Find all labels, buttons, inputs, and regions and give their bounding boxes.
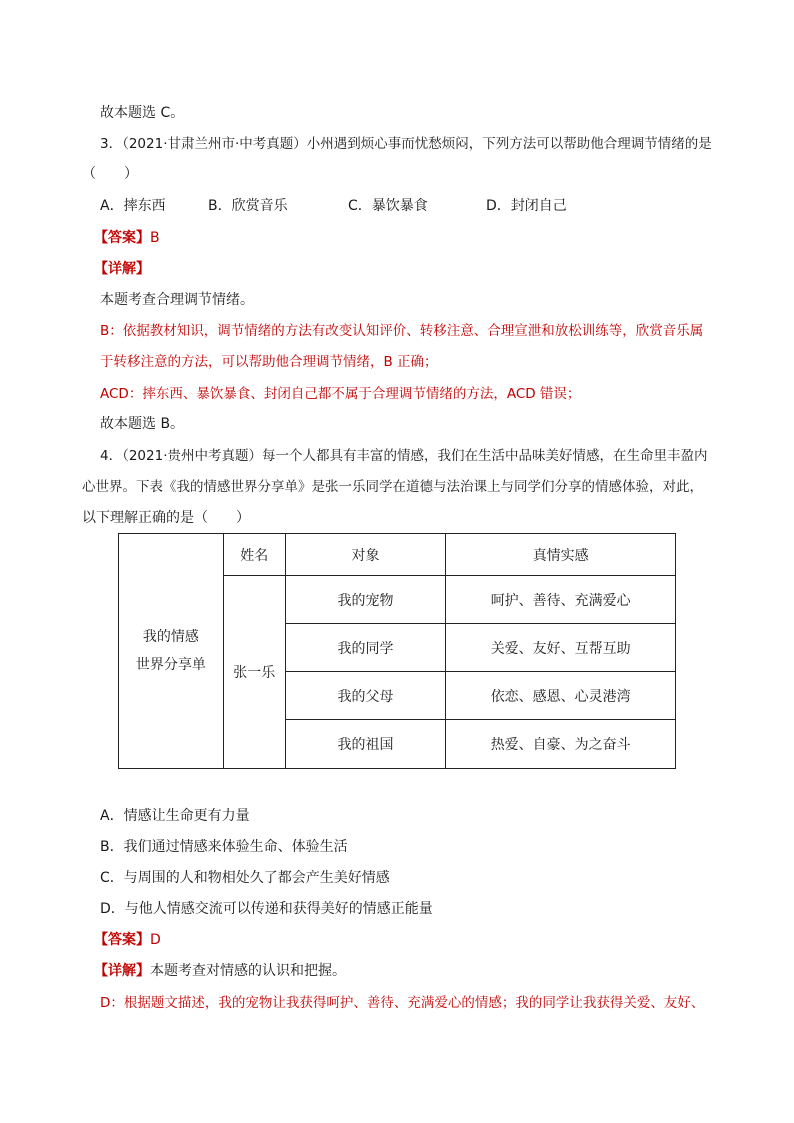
table-row-feeling: 热爱、自豪、为之奋斗	[446, 720, 676, 769]
q3-detail-intro: 本题考查合理调节情绪。	[100, 292, 254, 308]
answer-value: D	[150, 932, 161, 948]
detail-intro: 本题考查对情感的认识和把握。	[150, 963, 346, 979]
q3-detail-b-line2: 于转移注意的方法，可以帮助他合理调节情绪，B 正确；	[100, 354, 438, 370]
table-row-object: 我的同学	[285, 624, 446, 672]
q4-answer	[94, 930, 161, 950]
table-title-line2: 世界分享单	[135, 657, 206, 673]
q3-detail-label	[94, 259, 150, 279]
header-feeling: 真情实感	[446, 534, 676, 576]
q3-answer	[94, 228, 160, 248]
q3-options	[100, 196, 567, 216]
table-row-object: 我的宠物	[285, 576, 446, 624]
emotion-share-table	[118, 533, 676, 769]
q3-option-c: C．暴饮暴食	[348, 198, 428, 214]
detail-label: 【详解】	[94, 261, 150, 277]
answer-label: 【答案】	[94, 230, 150, 246]
q3-detail-acd: ACD：摔东西、暴饮暴食、封闭自己都不属于合理调节情绪的方法，ACD 错误；	[100, 386, 581, 402]
q4-option-c: C．与周围的人和物相处久了都会产生美好情感	[100, 870, 390, 886]
table-title-line1: 我的情感	[142, 629, 199, 645]
header-name: 姓名	[223, 534, 285, 576]
table-row-object: 我的父母	[285, 672, 446, 720]
answer-label: 【答案】	[94, 932, 150, 948]
q3-option-a: A．摔东西	[100, 198, 166, 214]
q4-stem-line1: 4．（2021·贵州中考真题）每一个人都具有丰富的情感，我们在生活中品味美好情感，在生命里丰盈内	[100, 448, 708, 464]
table-row-object: 我的祖国	[285, 720, 446, 769]
q2-conclusion: 故本题选 C。	[100, 105, 185, 121]
table-row-feeling: 关爱、友好、互帮互助	[446, 624, 676, 672]
q3-stem-line1: 3．（2021·甘肃兰州市·中考真题）小州遇到烦心事而忧愁烦闷，下列方法可以帮助他合理调节情绪的是	[100, 136, 712, 152]
table-row-feeling: 呵护、善待、充满爱心	[446, 576, 676, 624]
q4-option-b: B．我们通过情感来体验生命、体验生活	[100, 839, 348, 855]
q4-option-a: A．情感让生命更有力量	[100, 808, 250, 824]
table-title-cell	[119, 534, 224, 769]
q4-option-d: D．与他人情感交流可以传递和获得美好的情感正能量	[100, 901, 433, 917]
q3-option-d: D．封闭自己	[486, 198, 567, 214]
q3-detail-b-line1: B：依据教材知识，调节情绪的方法有改变认知评价、转移注意、合理宣泄和放松训练等，欣赏音乐属	[100, 323, 704, 339]
q4-detail-d-line1: D：根据题文描述，我的宠物让我获得呵护、善待、充满爱心的情感；我的同学让我获得关爱、友好、	[100, 995, 705, 1011]
detail-label: 【详解】	[94, 963, 150, 979]
header-object: 对象	[285, 534, 446, 576]
answer-value: B	[150, 230, 160, 246]
q4-stem-line2: 心世界。下表《我的情感世界分享单》是张一乐同学在道德与法治课上与同学们分享的情感体验，对此，	[82, 479, 703, 495]
student-name: 张一乐	[223, 576, 285, 769]
q4-stem-line3: 以下理解正确的是（ ）	[82, 510, 250, 526]
table-row-feeling: 依恋、感恩、心灵港湾	[446, 672, 676, 720]
q3-stem-line2: （ ）	[82, 166, 138, 182]
q4-detail	[94, 961, 346, 981]
q3-conclusion: 故本题选 B。	[100, 416, 185, 432]
q3-option-b: B．欣赏音乐	[208, 198, 288, 214]
